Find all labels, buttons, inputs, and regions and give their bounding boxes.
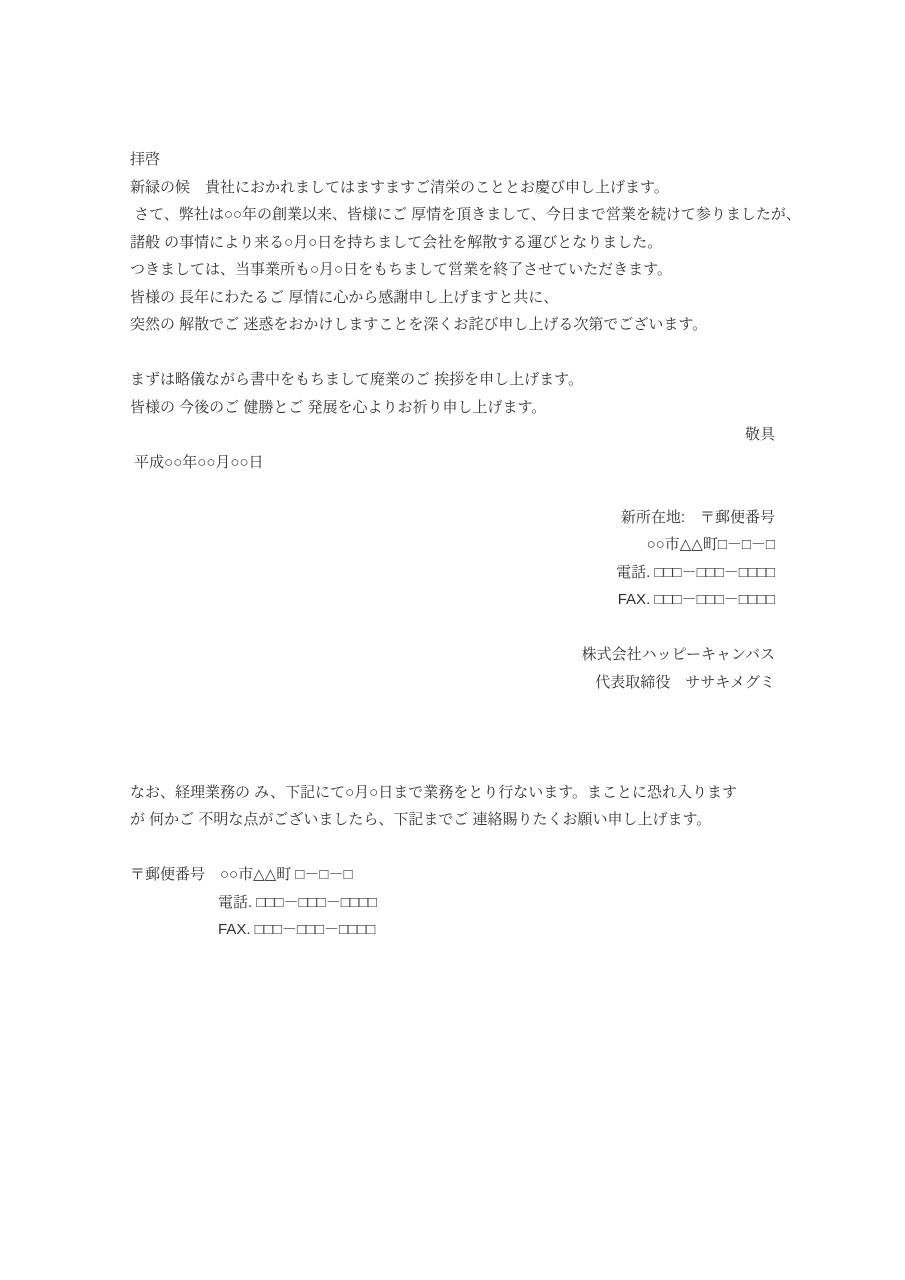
closing-line-1: まずは略儀ながら書中をもちまして廃業のご 挨拶を申し上げます。 xyxy=(130,371,583,388)
blank-line xyxy=(130,834,775,862)
contact-address: 〒郵便番号 ○○市△△町 □－□－□ xyxy=(130,866,353,883)
body-line-5: 突然の 解散でご 迷惑をおかけしますことを深くお詫び申し上げる次第でございます。 xyxy=(130,316,708,333)
blank-line xyxy=(130,751,775,779)
letter-page xyxy=(130,146,801,944)
closing-line-2: 皆様の 今後のご 健勝とご 発展を心よりお祈り申し上げます。 xyxy=(130,398,547,416)
postscript-line-2: が 何かご 不明な点がございましたら、下記までご 連絡賜りたくお願い申し上げます。 xyxy=(130,811,712,828)
blank-line xyxy=(130,614,775,642)
sign-off: 敬具 xyxy=(744,426,775,443)
greeting-line: 新緑の候 貴社におかれましてはますますご清栄のこととお慶び申し上げます。 xyxy=(130,178,669,196)
blank-line xyxy=(130,696,775,724)
postscript-line-1: なお、経理業務の み、下記にて○月○日まで業務をとり行ないます。まことに恐れ入ります xyxy=(130,783,737,801)
body-line-1: さて、弊社は○○年の創業以来、皆様にご 厚情を頂きまして、今日まで営業を続けて参りましたが、 xyxy=(130,206,801,223)
body-line-2: 諸般 の事情により来る○月○日を持ちまして会社を解散する運びとなりました。 xyxy=(130,233,663,251)
body-line-3: つきましては、当事業所も○月○日をもちまして営業を終了させていただきます。 xyxy=(130,261,672,278)
salutation: 拝啓 xyxy=(130,151,161,168)
blank-line xyxy=(130,724,775,752)
contact-fax: FAX. □□□－□□□－□□□□ xyxy=(218,921,376,938)
blank-line xyxy=(130,339,775,367)
blank-line xyxy=(130,476,775,504)
date-line: 平成○○年○○月○○日 xyxy=(130,453,264,471)
representative-name: 代表取締役 ササキメグミ xyxy=(595,673,775,691)
company-name: 株式会社ハッピーキャンバス xyxy=(581,646,775,663)
contact-tel: 電話. □□□－□□□－□□□□ xyxy=(218,893,377,911)
new-address-tel: 電話. □□□－□□□－□□□□ xyxy=(616,563,775,581)
new-address-street: ○○市△△町□－□－□ xyxy=(646,536,775,553)
new-address-fax: FAX. □□□－□□□－□□□□ xyxy=(617,591,775,608)
body-line-4: 皆様の 長年にわたるご 厚情に心から感謝申し上げますと共に、 xyxy=(130,288,559,306)
new-address-label: 新所在地: 〒郵便番号 xyxy=(620,508,775,526)
